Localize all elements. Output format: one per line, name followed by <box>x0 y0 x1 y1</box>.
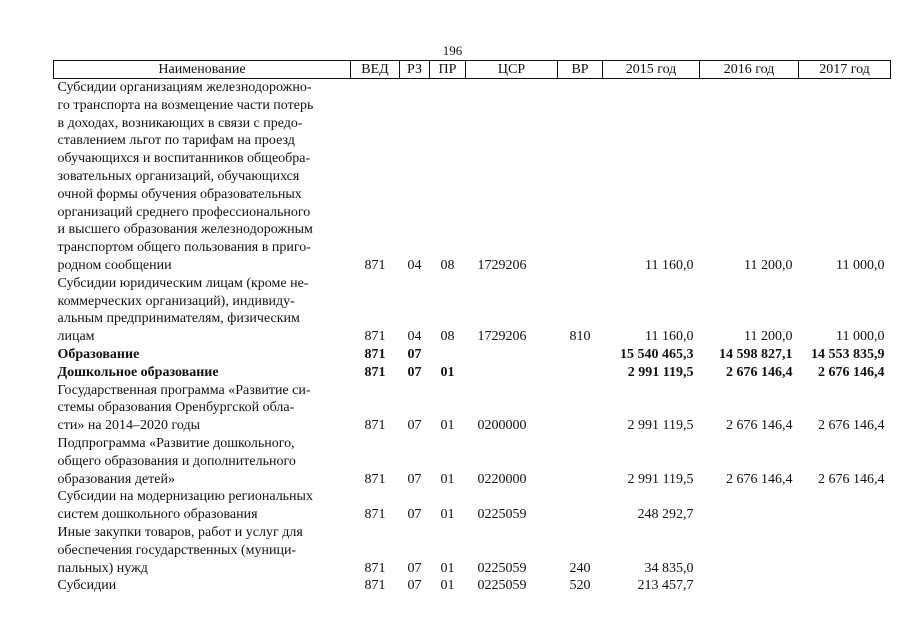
row-value-2015: 248 292,7 <box>637 507 694 523</box>
table-row <box>54 435 891 488</box>
row-value-2017 <box>799 577 891 595</box>
row-value-2016: 2 676 146,4 <box>726 418 793 434</box>
header-pr: ПР <box>430 61 466 79</box>
row-name: Иные закупки товаров, работ и услуг для обеспечения государственных (муници- пальных) нужд <box>57 524 303 576</box>
row-pr: 01 <box>440 471 455 487</box>
row-vr <box>558 382 603 435</box>
row-ved: 871 <box>364 578 386 594</box>
row-name: Субсидии <box>57 578 117 594</box>
row-value-2016 <box>700 577 799 595</box>
row-csr: 0225059 <box>477 560 527 576</box>
row-value-2016: 11 200,0 <box>744 329 793 345</box>
row-value-2016 <box>700 524 799 577</box>
budget-table <box>53 60 891 595</box>
row-name: Подпрограмма «Развитие дошкольного, общего образования и дополнительного образования детей» <box>57 435 296 487</box>
row-ved: 871 <box>364 560 386 576</box>
header-2017: 2017 год <box>799 61 891 79</box>
header-rz: РЗ <box>400 61 430 79</box>
header-csr: ЦСР <box>466 61 558 79</box>
row-ved: 871 <box>364 507 386 523</box>
row-value-2017 <box>799 524 891 577</box>
row-csr: 1729206 <box>477 329 527 345</box>
row-rz: 07 <box>407 364 422 380</box>
table-row <box>54 346 891 364</box>
table-header-row <box>54 61 891 79</box>
row-vr: 520 <box>569 578 591 594</box>
row-rz: 04 <box>407 329 422 345</box>
row-ved: 871 <box>364 418 386 434</box>
table-row <box>54 488 891 524</box>
table-row <box>54 275 891 346</box>
row-value-2017: 2 676 146,4 <box>818 471 885 487</box>
row-pr: 01 <box>440 364 455 380</box>
row-value-2017: 2 676 146,4 <box>818 364 885 380</box>
table-row <box>54 524 891 577</box>
row-pr: 08 <box>440 329 455 345</box>
row-name: Образование <box>57 346 140 362</box>
row-name: Субсидии юридическим лицам (кроме не- коммерческих организаций), индивиду- альным предпринимателям, физическим лицам <box>57 275 309 345</box>
row-ved: 871 <box>364 329 386 345</box>
row-name: Дошкольное образование <box>57 364 219 380</box>
row-vr <box>558 346 603 364</box>
row-pr: 01 <box>440 507 455 523</box>
row-value-2017: 11 000,0 <box>836 329 885 345</box>
row-pr: 01 <box>440 418 455 434</box>
page-number: 196 <box>442 43 463 58</box>
row-csr: 1729206 <box>477 257 527 273</box>
table-body <box>54 79 891 596</box>
row-vr: 810 <box>569 329 591 345</box>
row-value-2016: 11 200,0 <box>744 257 793 273</box>
row-vr <box>558 364 603 382</box>
row-name: Государственная программа «Развитие си- стемы образования Оренбургской обла- сти» на 2014–2020 годы <box>57 382 311 434</box>
row-value-2015: 11 160,0 <box>645 257 694 273</box>
row-value-2017: 11 000,0 <box>836 257 885 273</box>
table-row <box>54 577 891 595</box>
row-pr: 08 <box>440 257 455 273</box>
row-ved: 871 <box>364 257 386 273</box>
row-name: Субсидии организациям железнодорожно- го транспорта на возмещение части потерь в доходах, возникающих в связи с предо- ставлением льгот по тарифам на проезд обучающихся и воспитанников общеобра- зовательных организаций, обучающихся очной формы обучения образовательных организаций среднего профессионального и высшего образования железнодорожным транспортом общего пользования в приго- родном сообщении <box>57 80 314 273</box>
table-row <box>54 382 891 435</box>
row-csr: 0225059 <box>477 507 527 523</box>
row-value-2016: 14 598 827,1 <box>719 346 793 362</box>
row-ved: 871 <box>364 364 386 380</box>
table-row <box>54 79 891 275</box>
row-value-2015: 15 540 465,3 <box>620 346 694 362</box>
row-rz: 07 <box>407 560 422 576</box>
row-name: Субсидии на модернизацию региональных систем дошкольного образования <box>57 489 313 523</box>
row-csr: 0200000 <box>477 418 527 434</box>
header-2016: 2016 год <box>700 61 799 79</box>
row-value-2015: 34 835,0 <box>644 560 694 576</box>
row-rz: 07 <box>407 418 422 434</box>
header-ved: ВЕД <box>351 61 400 79</box>
row-rz: 07 <box>407 346 422 362</box>
row-value-2016 <box>700 488 799 524</box>
header-2015: 2015 год <box>603 61 700 79</box>
row-rz: 04 <box>407 257 422 273</box>
row-value-2015: 213 457,7 <box>637 578 694 594</box>
row-pr <box>430 346 466 364</box>
row-csr: 0225059 <box>477 578 527 594</box>
row-rz: 07 <box>407 471 422 487</box>
row-vr <box>558 488 603 524</box>
row-vr <box>558 435 603 488</box>
row-value-2015: 2 991 119,5 <box>627 364 694 380</box>
row-value-2016: 2 676 146,4 <box>726 471 793 487</box>
header-vr: ВР <box>558 61 603 79</box>
header-name: Наименование <box>54 61 351 79</box>
row-value-2015: 2 991 119,5 <box>627 471 694 487</box>
row-ved: 871 <box>364 471 386 487</box>
row-value-2016: 2 676 146,4 <box>726 364 793 380</box>
row-ved: 871 <box>364 346 386 362</box>
row-value-2015: 2 991 119,5 <box>627 418 694 434</box>
row-rz: 07 <box>407 578 422 594</box>
row-vr: 240 <box>569 560 591 576</box>
row-csr <box>466 346 558 364</box>
row-pr: 01 <box>440 578 455 594</box>
row-rz: 07 <box>407 507 422 523</box>
row-pr: 01 <box>440 560 455 576</box>
row-value-2017: 14 553 835,9 <box>811 346 885 362</box>
row-value-2017: 2 676 146,4 <box>818 418 885 434</box>
table-row <box>54 364 891 382</box>
row-csr: 0220000 <box>477 471 527 487</box>
row-csr <box>466 364 558 382</box>
row-value-2015: 11 160,0 <box>645 329 694 345</box>
row-vr <box>558 79 603 275</box>
row-value-2017 <box>799 488 891 524</box>
